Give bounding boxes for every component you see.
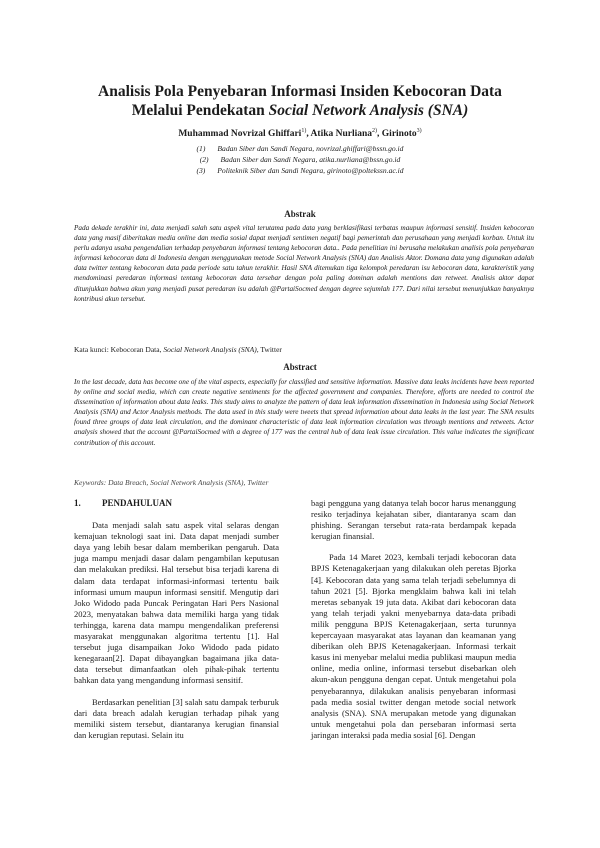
author-2: , Atika Nurliana <box>306 129 373 140</box>
title-line-2 <box>50 101 550 120</box>
affiliation-1-text: Badan Siber dan Sandi Negara, novrizal.ghiffari@bssn.go.id <box>217 144 404 153</box>
keywords-b: Social Network Analysis (SNA) <box>163 345 257 354</box>
affiliation-2-text: Badan Siber dan Sandi Negara, atika.nurliana@bssn.go.id <box>220 155 401 165</box>
affiliation-1-num: (1) <box>196 144 206 153</box>
author-2-sup: 2) <box>372 128 378 134</box>
abstrak-heading: Abstrak <box>284 209 316 219</box>
paragraph: bagi pengguna yang datanya telah bocor harus menanggung resiko terjadinya kejahatan siber, diantaranya scam dan phishing. Serangan tersebut rata-rata berdampak kepada kerugian finansial. <box>311 498 516 542</box>
affiliation-3 <box>0 165 600 176</box>
paper-title <box>50 82 550 120</box>
keywords-label: Kata kunci: <box>74 345 111 354</box>
abstrak-body: Pada dekade terakhir ini, data menjadi salah satu aspek vital terutama pada data yang berklasifikasi terbatas maupun informasi sensitif. Insiden kebocoran data yang masif diberitakan media online dan media sosial dapat menjadi sentimen negatif bagi pemerintah dan perusahaan yang menjadi korban. Untuk itu perlu adanya usaha pengendalian terhadap penyebaran informasi tentang kebocoran data.. Pada penelitian ini berusaha melakukan analisis pola penyebaran informasi kebocoran data di Indonesia dengan menggunakan metode Social Network Analysis (SNA) dan Analisis Aktor. Domana data yang digunakan adalah data twitter tentang kebocoran data pada periode satu tahun terakhir. Hasil SNA ditemukan tiga kelompok peredaran isu kebocoran data, karakteristik yang mendominasi peredaran informasi tentang kebocoran data tersebar dengan pola paling dominan adalah mentions dan retweet. Analisis aktor dapat ditunjukkan bahwa akun yang menjadi pusat peredaran isu adalah @PartaiSocmed dengan degree sejumlah 177. Dari nilai tersebut menunjukkan banyaknya kontribusi akun tersebut. <box>74 224 534 303</box>
author-3: , Girinoto <box>377 129 417 140</box>
section-number: 1. <box>74 498 81 508</box>
paragraph: Berdasarkan penelitian [3] salah satu dampak terburuk dari data breach adalah kerugian terhadap pihak yang memiliki sistem tersebut, diantaranya kerugian finansial dan kerugian reputasi. Selain itu <box>74 696 279 740</box>
body-column-right <box>311 498 516 751</box>
affiliation-list <box>0 143 600 177</box>
paragraph: Pada 14 Maret 2023, kembali terjadi kebocoran data BPJS Ketenagakerjaan yang dilakukan oleh peretas Bjorka [4]. Kebocoran data yang sama telah terjadi sebelumnya di tahun 2021 [5]. Bjorka mengklaim bahwa kali ini telah meretas sebanyak 19 juta data. Akibat dari kebocoran data yang telah terjadi yakni menyebarnya data-data pribadi milik pengguna BPJS Ketenagakerjaan, serta turunnya kepercayaan masyarakat atas layanan dan keamanan yang diberikan oleh BPJS Ketenagakerjaan. Informasi terkait kasus ini menyebar melalui media publikasi maupun media online, media online, informasi tersebut disebarkan oleh akun-akun pengguna dengan cepat. Untuk mengetahui pola penyebarannya, dilakukan analisis penyebaran informasi pada media sosial twitter dengan metode social network analysis (SNA). SNA merupakan metode yang digunakan untuk mengetahui pola dan persebaran informasi serta jaringan interaksi pada media sosial [6]. Dengan <box>311 552 516 740</box>
body-column-left <box>74 498 279 751</box>
keywords-c: , Twitter <box>256 345 282 354</box>
abstract-keywords: Keywords: Data Breach, Social Network Analysis (SNA), Twitter <box>74 478 269 487</box>
author-1-sup: 1) <box>301 128 307 134</box>
section-heading <box>74 498 279 509</box>
affiliation-1 <box>0 143 600 154</box>
affiliation-3-num: (3) <box>196 166 206 176</box>
section-title: PENDAHULUAN <box>102 498 173 508</box>
keywords-a: Kebocoran Data, <box>110 345 164 354</box>
title-line-2-italic: Social Network Analysis (SNA) <box>268 102 469 119</box>
author-list <box>0 128 600 139</box>
author-3-sup: 3) <box>416 128 422 134</box>
paragraph: Data menjadi salah satu aspek vital selaras dengan kemajuan teknologi saat ini. Data dapat menjadi sumber daya yang lebih besar dalam memberikan pengaruh. Data juga mampu menjadi dasar dalam pengambilan keputusan dan melakukan prediksi. Hal tersebut bisa terjadi karena di dalam data terdapat informasi-informasi tertentu baik informasi umum maupun informasi sensitif. Mengutip dari Joko Widodo pada Puncak Peringatan Hari Pers Nasional 2023, menyatakan bahwa data memiliki harga yang tidak terhingga, karena data mampu mengendalikan preferensi masyarakat menggunakan algoritma tertentu [1]. Hal tersebut juga disampaikan Joko Widodo pada pidato kenegaraan[2]. Dapat dibayangkan bagaimana jika data-data tersebut dimanfaatkan oleh pihak-pihak tertentu bahkan data yang mengandung informasi sensitif. <box>74 520 279 686</box>
abstract-body: In the last decade, data has become one of the vital aspects, especially for classified and sensitive information. Massive data leaks incidents have been reported by online and social media, which can create negative sentiments for the affected government and companies. Therefore, efforts are needed to control the dissemination of information about data leaks. This study aims to analyze the pattern of data leak information dissemination in Indonesia using Social Network Analysis (SNA) and Actor Analysis methods. The data used in this study were tweets that spread information about data leaks in the last year. The SNA results found three groups of data leak circulation, and the dominant characteristic of data leak information circulation was through mentions and retweets. Actor analysis showed that the account @PartaiSocmed with a degree of 177 was the central hub of data leak issue circulation. This value indicates the significant contribution of this account. <box>74 378 534 447</box>
affiliation-3-text: Politeknik Siber dan Sandi Negara, girinoto@poltekssn.ac.id <box>217 166 404 176</box>
title-line-2-prefix: Melalui Pendekatan <box>131 102 269 119</box>
abstrak-keywords <box>74 345 534 354</box>
author-1: Muhammad Novrizal Ghiffari <box>178 129 302 140</box>
affiliation-2-num: (2) <box>199 155 209 165</box>
title-line-1: Analisis Pola Penyebaran Informasi Insiden Kebocoran Data <box>98 83 502 100</box>
abstract-heading: Abstract <box>283 362 317 372</box>
affiliation-2 <box>0 154 600 165</box>
